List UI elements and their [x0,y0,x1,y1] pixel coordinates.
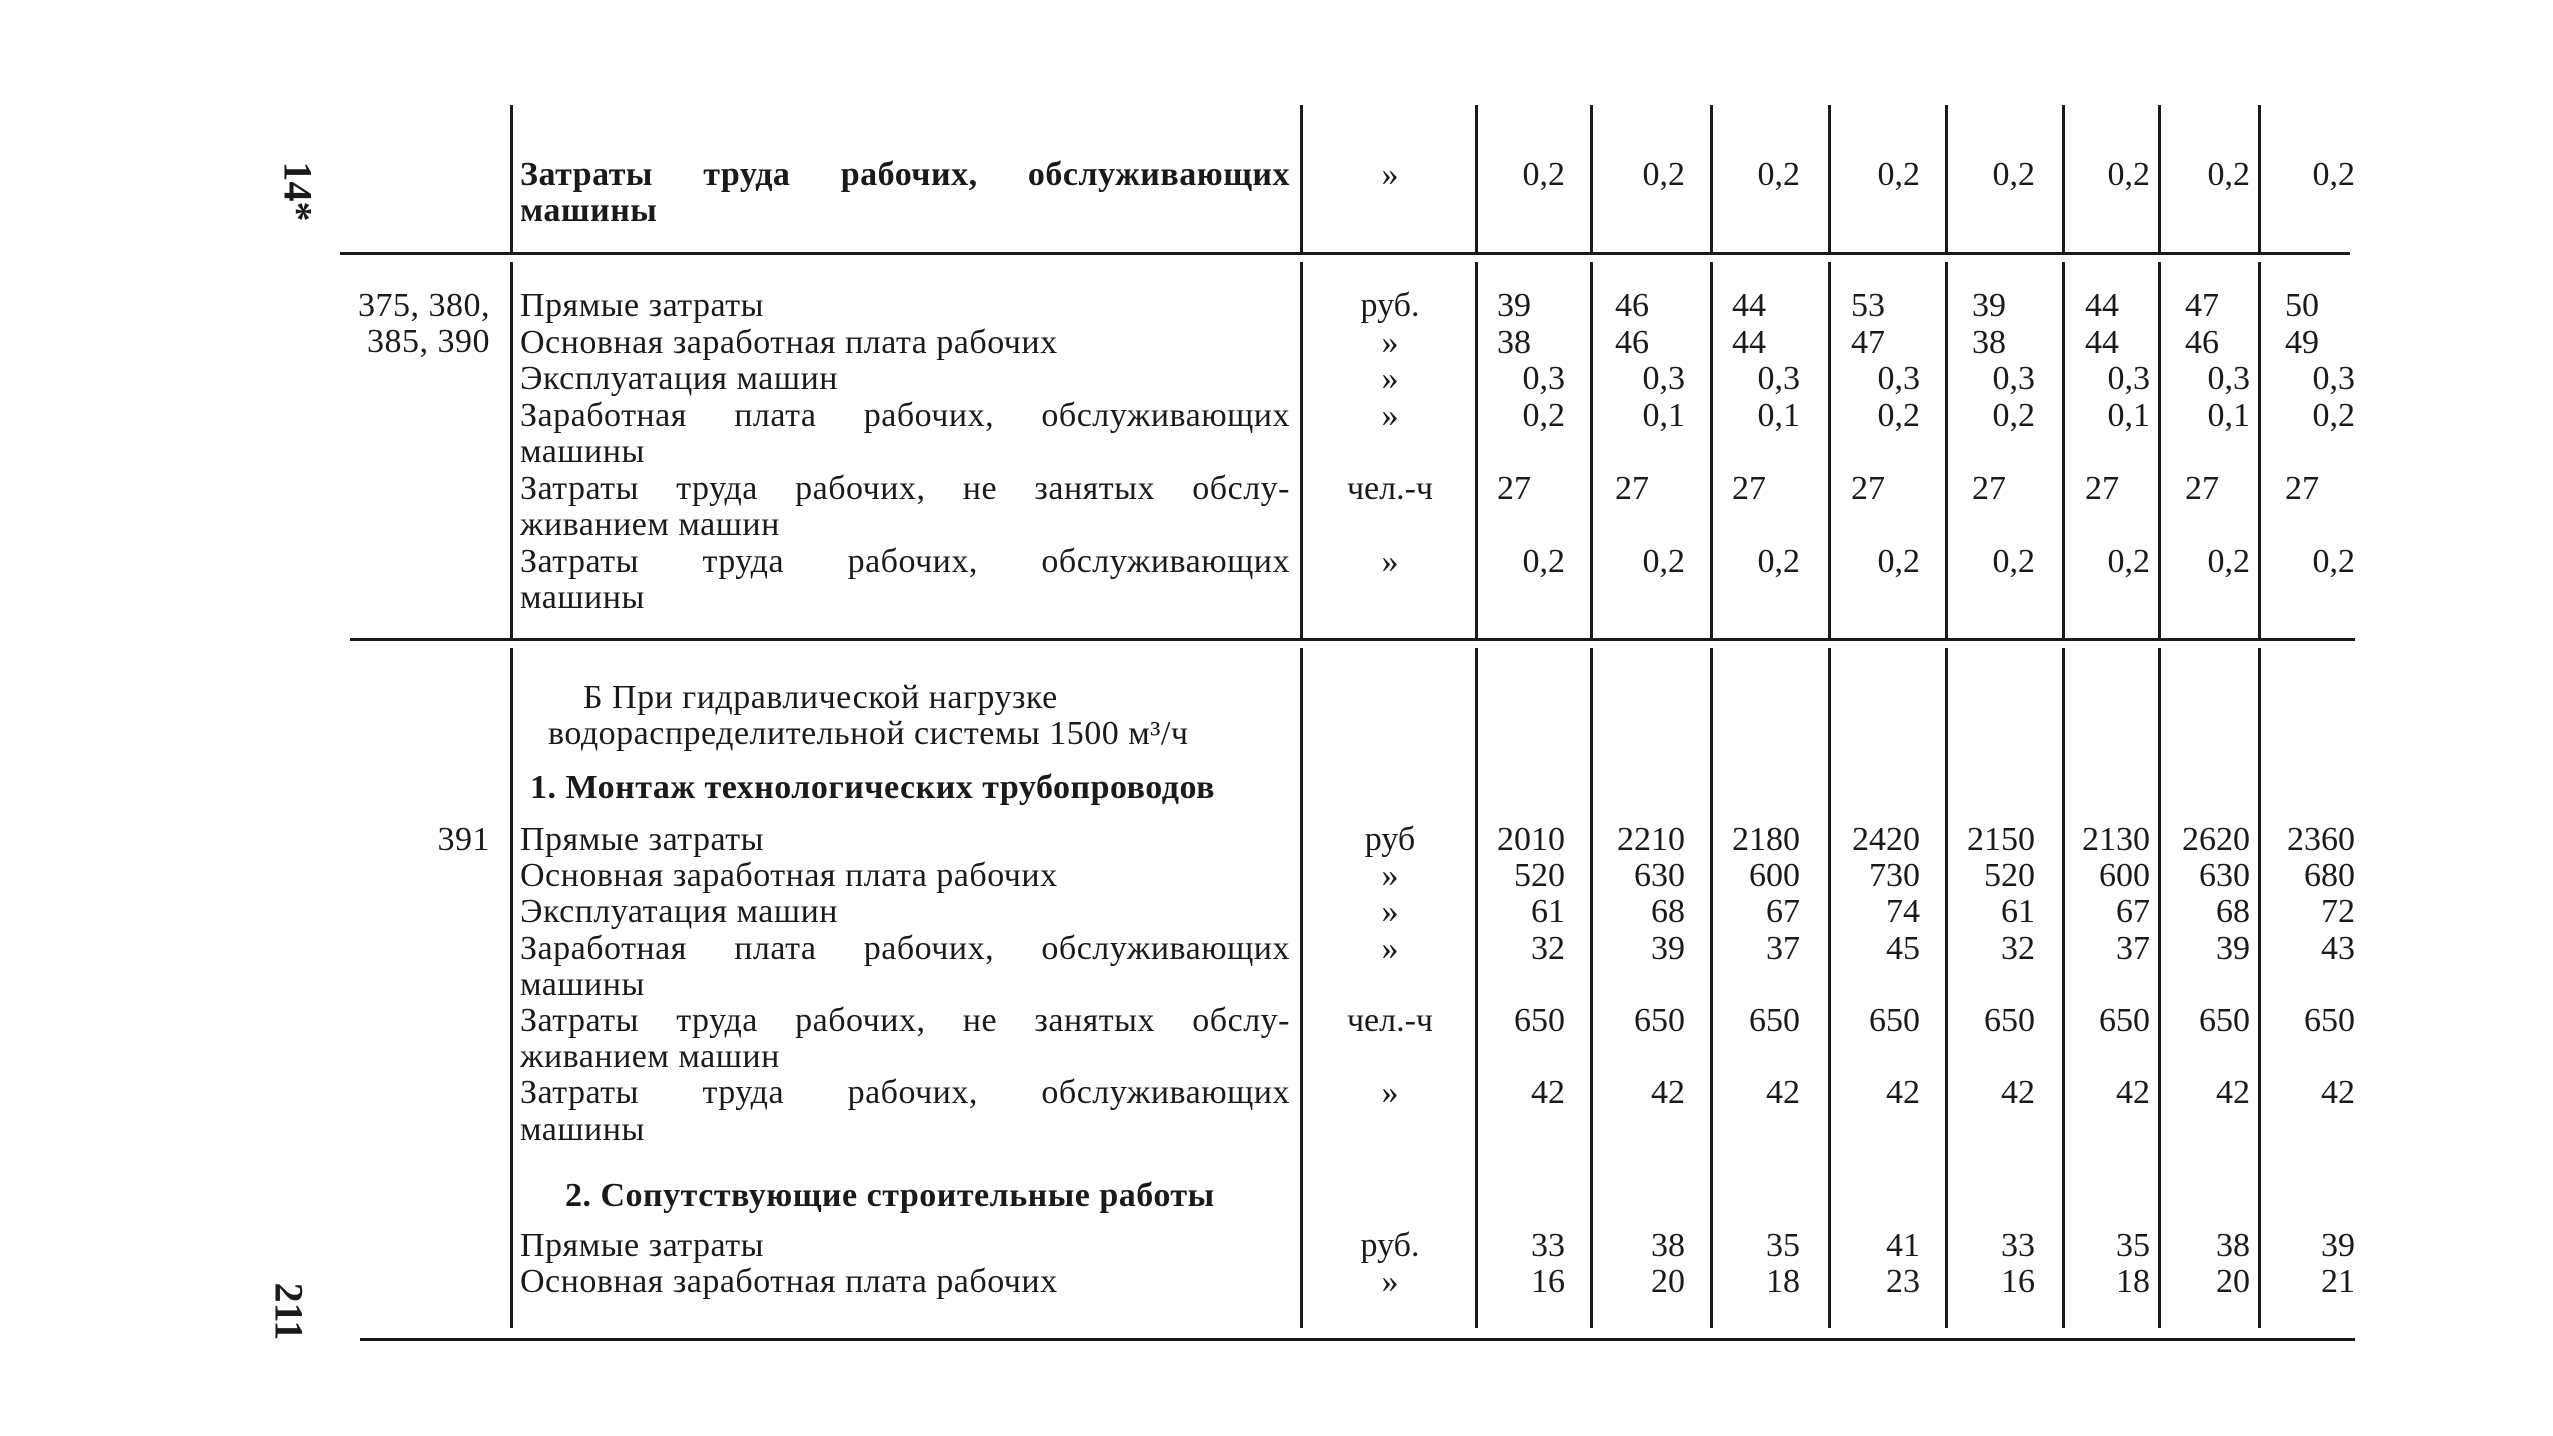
value-cell: 0,2 [1522,156,1565,193]
value-cell: 68 [2216,893,2250,931]
value-cell: 32 [1531,929,1565,967]
value-cell: 0,2 [1522,542,1565,580]
value-cell: 650 [2199,1002,2250,1039]
margin-note-top: 14* [275,161,321,222]
value-cell: 27 [1972,469,2006,507]
value-cell: 35 [2116,1227,2150,1264]
table-row [0,931,2553,967]
row-description: Затраты труда рабочих, обслуживающих [520,1074,1290,1112]
row-description: Заработная плата рабочих, обслуживающих [520,396,1290,434]
value-cell: 520 [1514,857,1565,895]
row-description: машины [520,579,645,616]
table-row [0,193,2553,229]
table-row [0,1039,2553,1075]
value-cell: 0,3 [1992,360,2035,397]
value-cell: 2420 [1852,821,1920,858]
value-cell: 600 [1749,857,1800,895]
value-cell: 42 [2116,1074,2150,1112]
row-unit: руб [1364,821,1416,858]
value-cell: 32 [2001,929,2035,967]
value-cell: 0,2 [1877,156,1920,193]
value-cell: 38 [1497,323,1531,361]
row-description: машины [520,192,658,229]
value-cell: 44 [1732,287,1766,324]
value-cell: 61 [2001,893,2035,931]
value-cell: 27 [1615,469,1649,507]
row-unit: » [1381,1074,1399,1112]
row-description: машины [520,1110,645,1148]
value-cell: 27 [1851,469,1885,507]
value-cell: 46 [1615,287,1649,324]
value-cell: 39 [1972,287,2006,324]
table-row [0,894,2553,930]
value-cell: 0,2 [1877,396,1920,434]
row-description: Затраты труда рабочих, обслуживающих [520,542,1290,580]
value-cell: 39 [2321,1227,2355,1264]
table-row [0,544,2553,580]
value-cell: 45 [1886,929,1920,967]
value-cell: 2360 [2287,821,2355,858]
table-row [0,967,2553,1003]
value-cell: 0,2 [2312,542,2355,580]
table-row [0,1003,2553,1039]
value-cell: 39 [1651,929,1685,967]
value-cell: 33 [1531,1227,1565,1264]
value-cell: 20 [2216,1263,2250,1300]
value-cell: 67 [1766,893,1800,931]
value-cell: 16 [1531,1263,1565,1300]
value-cell: 18 [1766,1263,1800,1300]
value-cell: 0,2 [1522,396,1565,434]
row-unit: » [1381,1263,1399,1300]
table-row [0,1075,2553,1111]
value-cell: 0,2 [1757,156,1800,193]
row-unit: » [1381,893,1399,931]
value-cell: 50 [2285,287,2319,324]
row-description: Эксплуатация машин [520,893,838,931]
value-cell: 680 [2304,857,2355,895]
value-cell: 0,2 [1642,542,1685,580]
value-cell: 42 [2321,1074,2355,1112]
row-unit: » [1381,857,1399,895]
value-cell: 16 [2001,1263,2035,1300]
value-cell: 0,2 [1642,156,1685,193]
row-description: Основная заработная плата рабочих [520,857,1058,895]
value-cell: 650 [1984,1002,2035,1039]
value-cell: 44 [2085,287,2119,324]
row-unit: чел.-ч [1346,469,1434,507]
value-cell: 46 [1615,323,1649,361]
value-cell: 27 [2285,469,2319,507]
value-cell: 42 [1651,1074,1685,1112]
table-row [0,398,2553,434]
item-code: 391 [437,821,490,858]
value-cell: 0,2 [1992,542,2035,580]
value-cell: 0,1 [1642,396,1685,434]
value-cell: 650 [2099,1002,2150,1039]
value-cell: 0,1 [2107,396,2150,434]
value-cell: 630 [2199,857,2250,895]
row-description: Затраты труда рабочих, не занятых обслу- [520,469,1290,507]
value-cell: 47 [2185,287,2219,324]
value-cell: 0,3 [2107,360,2150,397]
value-cell: 0,2 [2107,542,2150,580]
value-cell: 42 [2001,1074,2035,1112]
row-description: машины [520,433,645,470]
value-cell: 0,2 [1992,396,2035,434]
section-heading-line-1: Б При гидравлической нагрузке [583,679,1058,716]
value-cell: 53 [1851,287,1885,324]
value-cell: 2130 [2082,821,2150,858]
value-cell: 0,2 [2207,156,2250,193]
value-cell: 44 [1732,323,1766,361]
value-cell: 27 [1732,469,1766,507]
value-cell: 49 [2285,323,2319,361]
value-cell: 0,2 [1992,156,2035,193]
value-cell: 2010 [1497,821,1565,858]
value-cell: 68 [1651,893,1685,931]
page-number: 211 [266,1282,312,1341]
value-cell: 42 [2216,1074,2250,1112]
row-unit: » [1381,396,1399,434]
value-cell: 38 [1972,323,2006,361]
value-cell: 0,2 [2312,396,2355,434]
row-description: Эксплуатация машин [520,360,838,397]
row-unit: » [1381,929,1399,967]
value-cell: 630 [1634,857,1685,895]
row-unit: » [1381,542,1399,580]
row-description: Прямые затраты [520,287,764,324]
row-unit: » [1381,323,1399,361]
value-cell: 650 [2304,1002,2355,1039]
value-cell: 650 [1869,1002,1920,1039]
value-cell: 0,2 [1757,542,1800,580]
value-cell: 46 [2185,323,2219,361]
row-unit: руб. [1360,1227,1420,1264]
value-cell: 0,2 [1877,542,1920,580]
row-description: Заработная плата рабочих, обслуживающих [520,929,1290,967]
row-rule [340,252,2350,255]
value-cell: 0,3 [2207,360,2250,397]
row-description: Основная заработная плата рабочих [520,1263,1058,1300]
value-cell: 0,1 [2207,396,2250,434]
value-cell: 23 [1886,1263,1920,1300]
value-cell: 600 [2099,857,2150,895]
value-cell: 650 [1749,1002,1800,1039]
value-cell: 0,2 [2107,156,2150,193]
value-cell: 38 [1651,1227,1685,1264]
value-cell: 42 [1531,1074,1565,1112]
value-cell: 0,3 [1642,360,1685,397]
value-cell: 39 [2216,929,2250,967]
value-cell: 67 [2116,893,2150,931]
row-description: Основная заработная плата рабочих [520,323,1058,361]
value-cell: 44 [2085,323,2119,361]
value-cell: 20 [1651,1263,1685,1300]
value-cell: 41 [1886,1227,1920,1264]
value-cell: 39 [1497,287,1531,324]
value-cell: 38 [2216,1227,2250,1264]
value-cell: 0,3 [1522,360,1565,397]
table-row [0,858,2553,894]
value-cell: 27 [1497,469,1531,507]
value-cell: 520 [1984,857,2035,895]
value-cell: 42 [1766,1074,1800,1112]
value-cell: 42 [1886,1074,1920,1112]
row-description: Прямые затраты [520,821,764,858]
value-cell: 47 [1851,323,1885,361]
value-cell: 0,3 [1757,360,1800,397]
table-row [0,580,2553,616]
table-row [0,1228,2553,1264]
value-cell: 2180 [1732,821,1800,858]
row-description: машины [520,965,645,1003]
row-rule [350,638,2355,641]
row-unit: » [1381,156,1399,193]
value-cell: 35 [1766,1227,1800,1264]
value-cell: 650 [1514,1002,1565,1039]
row-rule [360,1338,2355,1341]
row-description: живанием машин [520,1038,780,1076]
value-cell: 730 [1869,857,1920,895]
row-description: Прямые затраты [520,1227,764,1264]
value-cell: 650 [1634,1002,1685,1039]
value-cell: 27 [2185,469,2219,507]
value-cell: 2150 [1967,821,2035,858]
row-description: живанием машин [520,506,780,543]
value-cell: 21 [2321,1263,2355,1300]
section-heading-line-2: водораспределительной системы 1500 м³/ч [548,715,1189,752]
table-row [0,157,2553,193]
subsection-2-heading: 2. Сопутствующие строительные работы [565,1177,1215,1214]
value-cell: 2620 [2182,821,2250,858]
table-row [0,1112,2553,1148]
value-cell: 43 [2321,929,2355,967]
value-cell: 0,3 [2312,360,2355,397]
table-row [0,434,2553,470]
row-unit: » [1381,360,1399,397]
value-cell: 0,2 [2312,156,2355,193]
table-row [0,471,2553,507]
row-unit: чел.-ч [1346,1002,1434,1039]
value-cell: 37 [1766,929,1800,967]
value-cell: 0,3 [1877,360,1920,397]
value-cell: 18 [2116,1263,2150,1300]
value-cell: 74 [1886,893,1920,931]
value-cell: 33 [2001,1227,2035,1264]
table-row [0,361,2553,397]
value-cell: 27 [2085,469,2119,507]
row-description: Затраты труда рабочих, не занятых обслу- [520,1002,1290,1039]
value-cell: 2210 [1617,821,1685,858]
value-cell: 0,1 [1757,396,1800,434]
item-code: 375, 380, [358,287,490,324]
value-cell: 61 [1531,893,1565,931]
row-unit: руб. [1360,287,1420,324]
table-row [0,1264,2553,1300]
table-row [0,507,2553,543]
value-cell: 0,2 [2207,542,2250,580]
subsection-1-heading: 1. Монтаж технологических трубопроводов [530,769,1216,806]
value-cell: 37 [2116,929,2150,967]
row-description: Затраты труда рабочих, обслуживающих [520,156,1290,193]
value-cell: 72 [2321,893,2355,931]
item-code: 385, 390 [367,323,490,360]
